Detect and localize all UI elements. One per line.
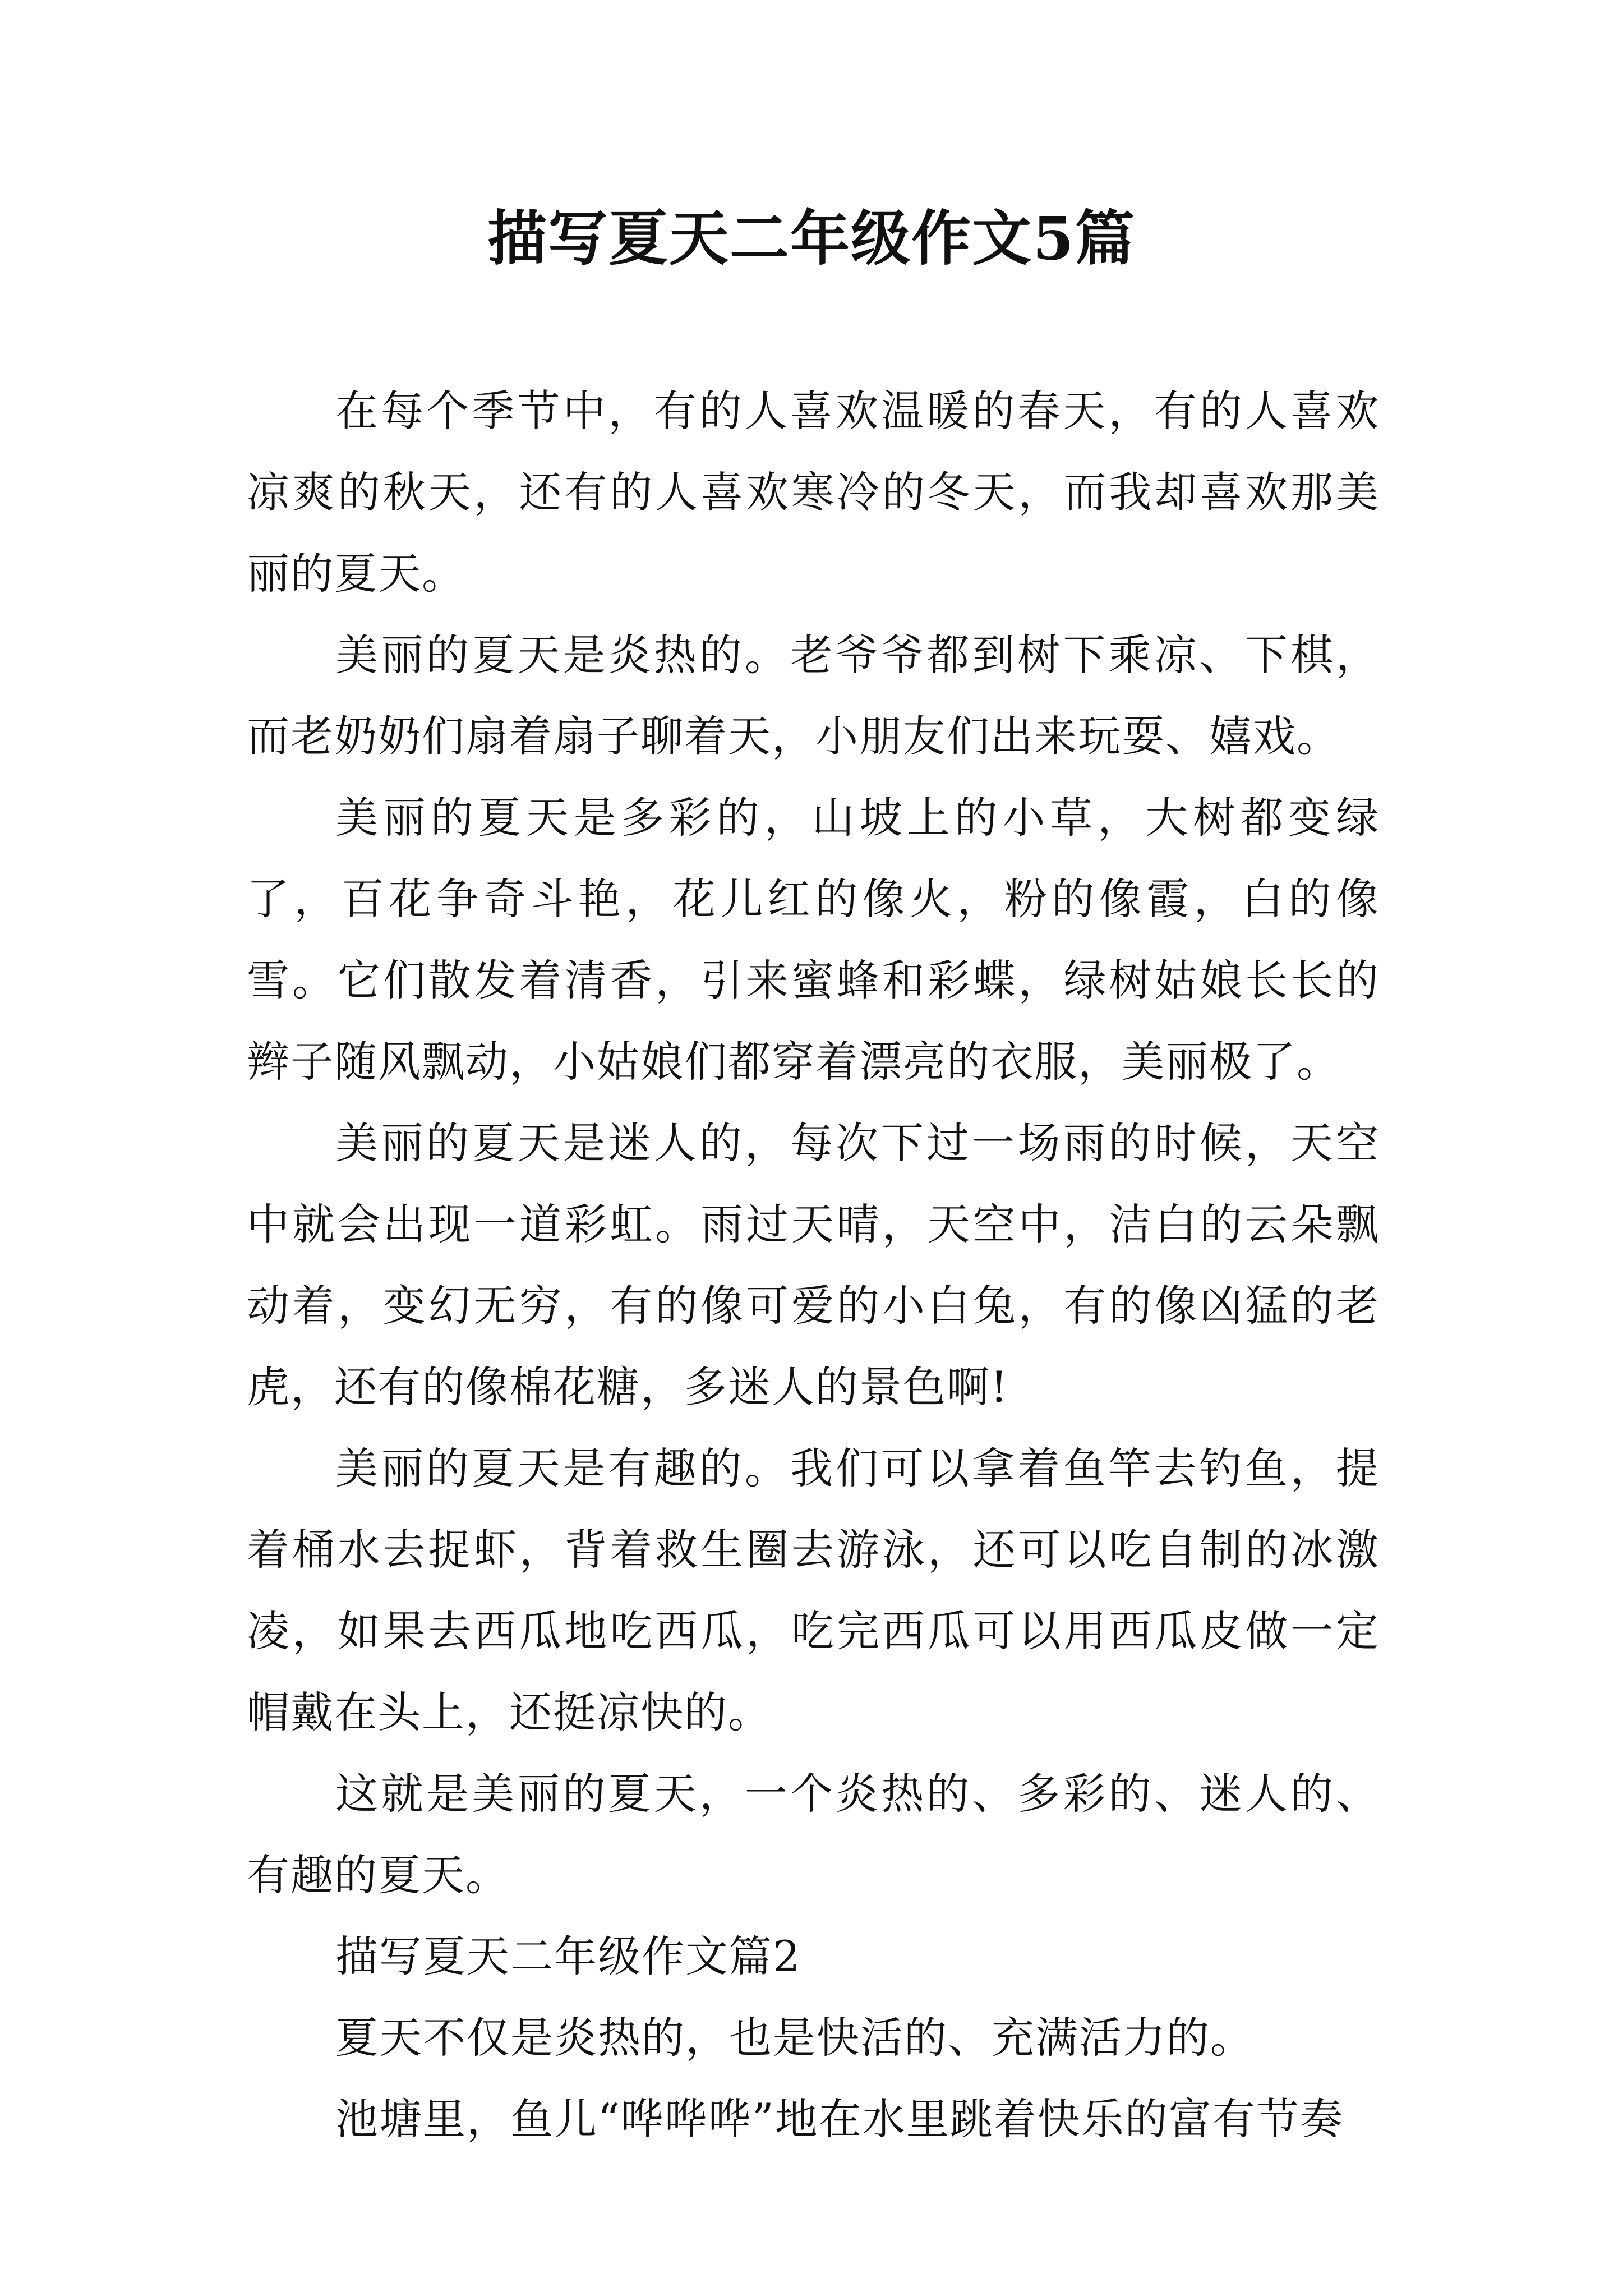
paragraph: 美丽的夏天是炎热的。老爷爷都到树下乘凉、下棋，而老奶奶们扇着扇子聊着天，小朋友们出来玩耍、嬉戏。 <box>247 630 1380 761</box>
paragraph: 夏天不仅是炎热的，也是快活的、充满活力的。 <box>335 2013 1254 2063</box>
paragraph: 美丽的夏天是有趣的。我们可以拿着鱼竿去钓鱼，提着桶水去捉虾，背着救生圈去游泳，还可以吃自制的冰激凌，如果去西瓜地吃西瓜，吃完西瓜可以用西瓜皮做一定帽戴在头上，还挺凉快的。 <box>247 1443 1380 1737</box>
document-body <box>247 370 1380 2160</box>
paragraph: 这就是美丽的夏天，一个炎热的、多彩的、迷人的、有趣的夏天。 <box>247 1769 1380 1900</box>
paragraph: 在每个季节中，有的人喜欢温暖的春天，有的人喜欢凉爽的秋天，还有的人喜欢寒冷的冬天，而我却喜欢那美丽的夏天。 <box>247 386 1380 599</box>
document-title: 描写夏天二年级作文5篇 <box>487 203 1136 273</box>
paragraph: 池塘里，鱼儿“哗哗哗”地在水里跳着快乐的富有节奏 <box>335 2094 1344 2144</box>
section-heading: 描写夏天二年级作文篇2 <box>335 1931 801 1981</box>
paragraph: 美丽的夏天是迷人的，每次下过一场雨的时候，天空中就会出现一道彩虹。雨过天晴，天空中，洁白的云朵飘动着，变幻无穷，有的像可爱的小白兔，有的像凶猛的老虎，还有的像棉花糖，多迷人的景色啊! <box>247 1118 1380 1412</box>
paragraph: 美丽的夏天是多彩的，山坡上的小草，大树都变绿了，百花争奇斗艳，花儿红的像火，粉的像霞，白的像雪。它们散发着清香，引来蜜蜂和彩蝶，绿树姑娘长长的辫子随风飘动，小姑娘们都穿着漂亮的衣服，美丽极了。 <box>247 793 1380 1087</box>
